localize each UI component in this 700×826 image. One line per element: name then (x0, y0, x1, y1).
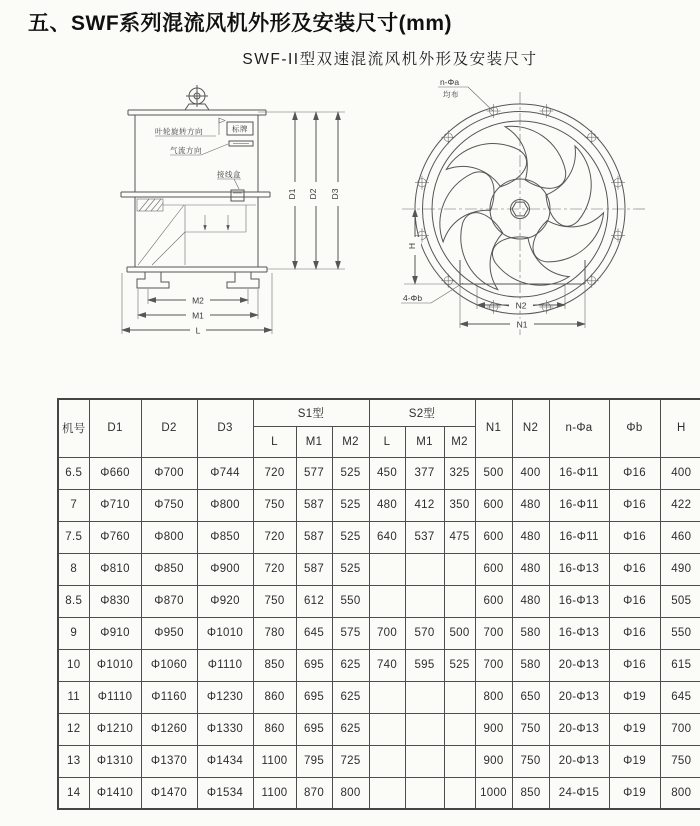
table-cell (369, 553, 405, 585)
table-cell: Φ870 (141, 585, 197, 617)
table-cell: Φ800 (197, 489, 253, 521)
table-cell (405, 585, 444, 617)
col-header-s2-l: L (369, 426, 405, 457)
table-cell: 860 (253, 713, 296, 745)
table-cell: Φ19 (609, 681, 660, 713)
table-row (58, 489, 700, 521)
table-cell: 537 (405, 521, 444, 553)
table-cell: 350 (444, 489, 475, 521)
table-cell: 800 (332, 777, 369, 809)
table-cell: 800 (475, 681, 512, 713)
table-cell: Φ19 (609, 745, 660, 777)
bolt-circle-label: n-Φa (440, 77, 460, 87)
table-cell: 640 (369, 521, 405, 553)
table-cell: 505 (660, 585, 700, 617)
page-title: 五、SWF系列混流风机外形及安装尺寸(mm) (28, 12, 452, 35)
table-cell: Φ1110 (89, 681, 141, 713)
table-cell: 16-Φ13 (549, 553, 609, 585)
table-cell: 577 (296, 457, 332, 489)
table-cell: 550 (660, 617, 700, 649)
col-header-h: H (660, 399, 700, 457)
annotation-group (155, 118, 253, 201)
table-cell: Φ1060 (141, 649, 197, 681)
technical-drawing (0, 72, 700, 394)
col-header-s2-m1: M1 (405, 426, 444, 457)
table-cell (444, 681, 475, 713)
table-cell: 480 (512, 585, 549, 617)
table-cell: 570 (405, 617, 444, 649)
table-cell: 587 (296, 553, 332, 585)
dim-d2: D2 (308, 188, 318, 200)
table-cell: 720 (253, 553, 296, 585)
table-cell: 20-Φ13 (549, 649, 609, 681)
col-header-d1: D1 (89, 399, 141, 457)
height-dimension (404, 209, 460, 284)
dim-n2: N2 (515, 300, 527, 311)
table-cell: 1100 (253, 777, 296, 809)
base-plate (460, 260, 585, 284)
table-cell: 525 (332, 521, 369, 553)
table-cell: Φ19 (609, 777, 660, 809)
col-header-s2-m2: M2 (444, 426, 475, 457)
table-cell: 580 (512, 617, 549, 649)
table-cell: 750 (253, 489, 296, 521)
table-cell: 612 (296, 585, 332, 617)
table-cell (405, 713, 444, 745)
table-cell: 400 (660, 457, 700, 489)
col-header-s1-m1: M1 (296, 426, 332, 457)
table-cell: Φ850 (141, 553, 197, 585)
table-cell: 20-Φ13 (549, 745, 609, 777)
airflow-direction-label: 气流方向 (170, 146, 202, 155)
table-cell: 422 (660, 489, 700, 521)
table-cell: Φ1534 (197, 777, 253, 809)
dim-m2: M2 (192, 295, 204, 306)
table-cell: 480 (512, 489, 549, 521)
table-cell (444, 777, 475, 809)
table-cell: Φ950 (141, 617, 197, 649)
table-cell: Φ1210 (89, 713, 141, 745)
table-cell: 695 (296, 713, 332, 745)
table-cell: 750 (660, 745, 700, 777)
table-cell: 900 (475, 745, 512, 777)
table-cell (405, 745, 444, 777)
table-cell: Φ1010 (197, 617, 253, 649)
table-cell: 16-Φ11 (549, 521, 609, 553)
table-cell: 600 (475, 489, 512, 521)
table-cell: 700 (475, 649, 512, 681)
table-cell: 580 (512, 649, 549, 681)
foot-bolt-label: 4-Φb (403, 293, 423, 303)
table-cell: 600 (475, 585, 512, 617)
fan-side-view (121, 85, 345, 336)
table-cell: 8.5 (58, 585, 89, 617)
table-cell: 480 (512, 553, 549, 585)
table-row (58, 777, 700, 809)
table-cell: 750 (512, 745, 549, 777)
col-header-n1: N1 (475, 399, 512, 457)
table-cell: 600 (475, 553, 512, 585)
table-cell: 525 (332, 489, 369, 521)
foot-bolt-annotation (401, 283, 463, 303)
bolt-circle-note: 均布 (443, 90, 459, 99)
table-cell: 625 (332, 713, 369, 745)
table-cell: 8 (58, 553, 89, 585)
col-header-model: 机号 (58, 399, 89, 457)
dimension-table (57, 398, 700, 810)
table-cell: 16-Φ13 (549, 617, 609, 649)
table-cell: Φ16 (609, 649, 660, 681)
table-cell (444, 553, 475, 585)
table-row (58, 649, 700, 681)
table-row (58, 553, 700, 585)
table-cell: 1100 (253, 745, 296, 777)
table-cell (369, 585, 405, 617)
table-cell: 460 (660, 521, 700, 553)
table-cell: 625 (332, 649, 369, 681)
dim-d1: D1 (287, 188, 297, 200)
table-cell: 412 (405, 489, 444, 521)
dim-d3: D3 (330, 188, 340, 200)
table-cell: Φ900 (197, 553, 253, 585)
table-cell: Φ1470 (141, 777, 197, 809)
table-cell: 377 (405, 457, 444, 489)
col-header-n2: N2 (512, 399, 549, 457)
table-cell: 795 (296, 745, 332, 777)
fan-front-view (401, 77, 646, 336)
table-cell: Φ920 (197, 585, 253, 617)
table-cell: 645 (296, 617, 332, 649)
table-cell: Φ1330 (197, 713, 253, 745)
table-cell (405, 681, 444, 713)
rotation-direction-label: 叶轮旋转方向 (155, 127, 203, 136)
table-cell: 720 (253, 521, 296, 553)
table-cell: Φ1110 (197, 649, 253, 681)
col-header-d3: D3 (197, 399, 253, 457)
table-cell: 587 (296, 521, 332, 553)
table-cell: 9 (58, 617, 89, 649)
table-cell: 700 (475, 617, 512, 649)
table-cell (444, 745, 475, 777)
table-cell: Φ16 (609, 489, 660, 521)
nameplate-label: 标牌 (232, 124, 248, 134)
table-cell: 645 (660, 681, 700, 713)
dim-m1: M1 (192, 310, 204, 321)
col-header-s1-l: L (253, 426, 296, 457)
table-cell: 587 (296, 489, 332, 521)
table-cell: 525 (332, 553, 369, 585)
table-cell: Φ16 (609, 585, 660, 617)
table-cell: Φ1310 (89, 745, 141, 777)
table-cell: 16-Φ11 (549, 457, 609, 489)
table-cell: Φ910 (89, 617, 141, 649)
table-row (58, 617, 700, 649)
col-header-phi-b: Φb (609, 399, 660, 457)
table-cell: Φ750 (141, 489, 197, 521)
table-cell: 13 (58, 745, 89, 777)
mounting-feet (137, 272, 259, 288)
table-cell: Φ1160 (141, 681, 197, 713)
table-cell: 6.5 (58, 457, 89, 489)
table-cell: 700 (660, 713, 700, 745)
table-cell: 480 (369, 489, 405, 521)
table-row (58, 681, 700, 713)
table-cell: Φ744 (197, 457, 253, 489)
table-cell: 1000 (475, 777, 512, 809)
table-cell: Φ830 (89, 585, 141, 617)
table-cell: 7.5 (58, 521, 89, 553)
table-cell: Φ1230 (197, 681, 253, 713)
table-cell (444, 713, 475, 745)
table-cell: 850 (512, 777, 549, 809)
table-cell: 870 (296, 777, 332, 809)
table-cell: 475 (444, 521, 475, 553)
table-cell: 750 (253, 585, 296, 617)
col-header-d2: D2 (141, 399, 197, 457)
table-cell: 490 (660, 553, 700, 585)
bolt-circle-annotation (438, 77, 493, 111)
col-header-n-phi-a: n-Φa (549, 399, 609, 457)
dim-n1: N1 (516, 319, 528, 330)
table-cell: Φ660 (89, 457, 141, 489)
col-header-s1-m2: M2 (332, 426, 369, 457)
diameter-dimensions (258, 112, 345, 269)
table-cell: 850 (253, 649, 296, 681)
table-cell: 720 (253, 457, 296, 489)
table-body (58, 457, 700, 809)
table-cell: 500 (444, 617, 475, 649)
table-cell: 575 (332, 617, 369, 649)
table-cell: 24-Φ15 (549, 777, 609, 809)
table-row (58, 713, 700, 745)
table-cell: Φ1010 (89, 649, 141, 681)
table-cell: Φ19 (609, 713, 660, 745)
table-cell: 860 (253, 681, 296, 713)
table-cell: 10 (58, 649, 89, 681)
table-cell (444, 585, 475, 617)
page-subtitle: SWF-II型双速混流风机外形及安装尺寸 (242, 51, 538, 68)
table-row (58, 457, 700, 489)
table-cell (369, 713, 405, 745)
table-row (58, 585, 700, 617)
table-cell: Φ850 (197, 521, 253, 553)
table-cell: 11 (58, 681, 89, 713)
table-cell: Φ810 (89, 553, 141, 585)
table-cell: Φ700 (141, 457, 197, 489)
table-cell: 695 (296, 681, 332, 713)
table-cell: 14 (58, 777, 89, 809)
table-cell: 400 (512, 457, 549, 489)
table-cell: Φ1260 (141, 713, 197, 745)
table-cell: 20-Φ13 (549, 681, 609, 713)
dim-h: H (407, 242, 417, 250)
table-cell: 780 (253, 617, 296, 649)
table-cell: Φ16 (609, 457, 660, 489)
table-cell: 480 (512, 521, 549, 553)
table-cell: Φ16 (609, 553, 660, 585)
table-cell: 595 (405, 649, 444, 681)
table-cell: Φ800 (141, 521, 197, 553)
table-cell (369, 777, 405, 809)
dim-l: L (195, 325, 201, 336)
table-cell: 550 (332, 585, 369, 617)
motor-internals (137, 199, 256, 265)
table-cell: 16-Φ11 (549, 489, 609, 521)
table-cell: 525 (444, 649, 475, 681)
table-cell: Φ1370 (141, 745, 197, 777)
table-cell (369, 681, 405, 713)
table-cell: 750 (512, 713, 549, 745)
table-cell: Φ1434 (197, 745, 253, 777)
table-cell: 12 (58, 713, 89, 745)
table-cell: 325 (444, 457, 475, 489)
table-cell: 615 (660, 649, 700, 681)
table-cell: 20-Φ13 (549, 713, 609, 745)
table-cell: Φ1410 (89, 777, 141, 809)
table-cell: 525 (332, 457, 369, 489)
table-row (58, 745, 700, 777)
width-dimensions (122, 273, 272, 336)
table-cell: 740 (369, 649, 405, 681)
table-cell: 695 (296, 649, 332, 681)
table-cell: Φ16 (609, 521, 660, 553)
table-cell: 900 (475, 713, 512, 745)
table-cell: 700 (369, 617, 405, 649)
table-cell (405, 553, 444, 585)
junction-box-label: 接线盒 (217, 170, 241, 179)
lifting-eye (185, 85, 209, 110)
base-dimensions (460, 285, 585, 330)
table-cell: 16-Φ13 (549, 585, 609, 617)
table-cell: 500 (475, 457, 512, 489)
table-cell: Φ16 (609, 617, 660, 649)
table-row (58, 521, 700, 553)
table-cell: 450 (369, 457, 405, 489)
table-cell: 7 (58, 489, 89, 521)
col-header-s1-type: S1型 (253, 399, 369, 426)
table-cell: Φ710 (89, 489, 141, 521)
table-cell: 650 (512, 681, 549, 713)
table-cell (369, 745, 405, 777)
table-cell (405, 777, 444, 809)
table-cell: 600 (475, 521, 512, 553)
table-cell: 800 (660, 777, 700, 809)
table-cell: 725 (332, 745, 369, 777)
table-cell: 625 (332, 681, 369, 713)
table-cell: Φ760 (89, 521, 141, 553)
col-header-s2-type: S2型 (369, 399, 475, 426)
